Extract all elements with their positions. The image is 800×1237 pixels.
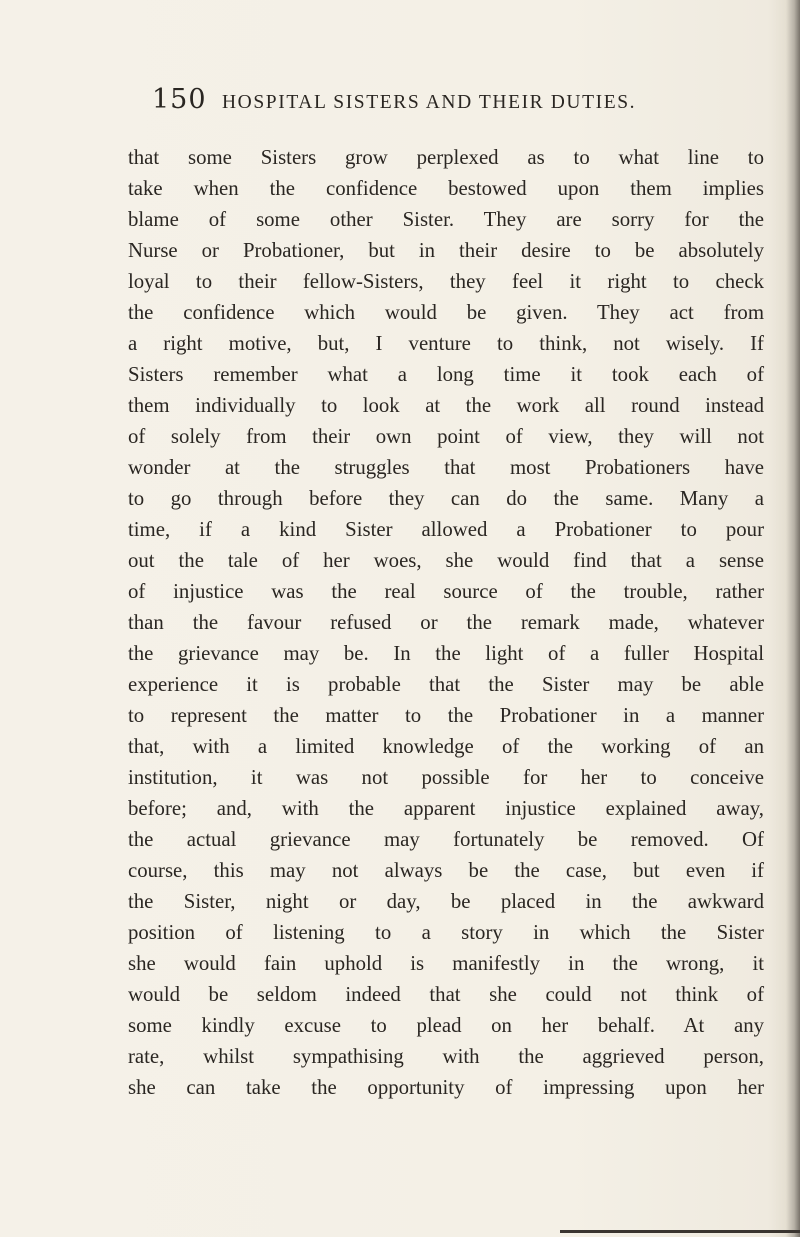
text-line: rate, whilst sympathising with the aggrieved person, — [128, 1045, 764, 1068]
text-line: out the tale of her woes, she would find that a sense — [128, 549, 764, 572]
text-line: blame of some other Sister. They are sorry for the — [128, 208, 764, 231]
text-line: the Sister, night or day, be placed in the awkward — [128, 890, 764, 913]
text-line: time, if a kind Sister allowed a Probationer to pour — [128, 518, 764, 541]
text-line: before; and, with the apparent injustice explained away, — [128, 797, 764, 820]
text-line: the grievance may be. In the light of a fuller Hospital — [128, 642, 764, 665]
page-number: 150 — [152, 84, 207, 115]
page-header — [152, 84, 752, 124]
text-line: loyal to their fellow-Sisters, they feel it right to check — [128, 270, 764, 293]
text-line: than the favour refused or the remark made, whatever — [128, 611, 764, 634]
text-line: of injustice was the real source of the trouble, rather — [128, 580, 764, 603]
page-edge-shadow — [786, 0, 800, 1237]
text-line: take when the confidence bestowed upon them implies — [128, 177, 764, 200]
text-line: that some Sisters grow perplexed as to what line to — [128, 146, 764, 169]
text-line: to represent the matter to the Probationer in a manner — [128, 704, 764, 727]
text-line: would be seldom indeed that she could not think of — [128, 983, 764, 1006]
text-line: experience it is probable that the Sister may be able — [128, 673, 764, 696]
text-line: the confidence which would be given. They act from — [128, 301, 764, 324]
body-text — [128, 142, 764, 1103]
text-line: position of listening to a story in which the Sister — [128, 921, 764, 944]
text-line: Nurse or Probationer, but in their desire to be absolutely — [128, 239, 764, 262]
text-line: that, with a limited knowledge of the working of an — [128, 735, 764, 758]
running-head: HOSPITAL SISTERS AND THEIR DUTIES. — [222, 92, 637, 113]
text-line: the actual grievance may fortunately be removed. Of — [128, 828, 764, 851]
text-line: Sisters remember what a long time it took each of — [128, 363, 764, 386]
text-line: some kindly excuse to plead on her behalf. At any — [128, 1014, 764, 1037]
text-line: them individually to look at the work all round instead — [128, 394, 764, 417]
text-line: wonder at the struggles that most Probationers have — [128, 456, 764, 479]
text-line: of solely from their own point of view, they will not — [128, 425, 764, 448]
text-line: a right motive, but, I venture to think, not wisely. If — [128, 332, 764, 355]
text-line: to go through before they can do the same. Many a — [128, 487, 764, 510]
text-line: institution, it was not possible for her to conceive — [128, 766, 764, 789]
text-line: course, this may not always be the case, but even if — [128, 859, 764, 882]
page-bottom-edge — [560, 1230, 800, 1233]
text-line: she would fain uphold is manifestly in the wrong, it — [128, 952, 764, 975]
text-line: she can take the opportunity of impressing upon her — [128, 1076, 764, 1099]
